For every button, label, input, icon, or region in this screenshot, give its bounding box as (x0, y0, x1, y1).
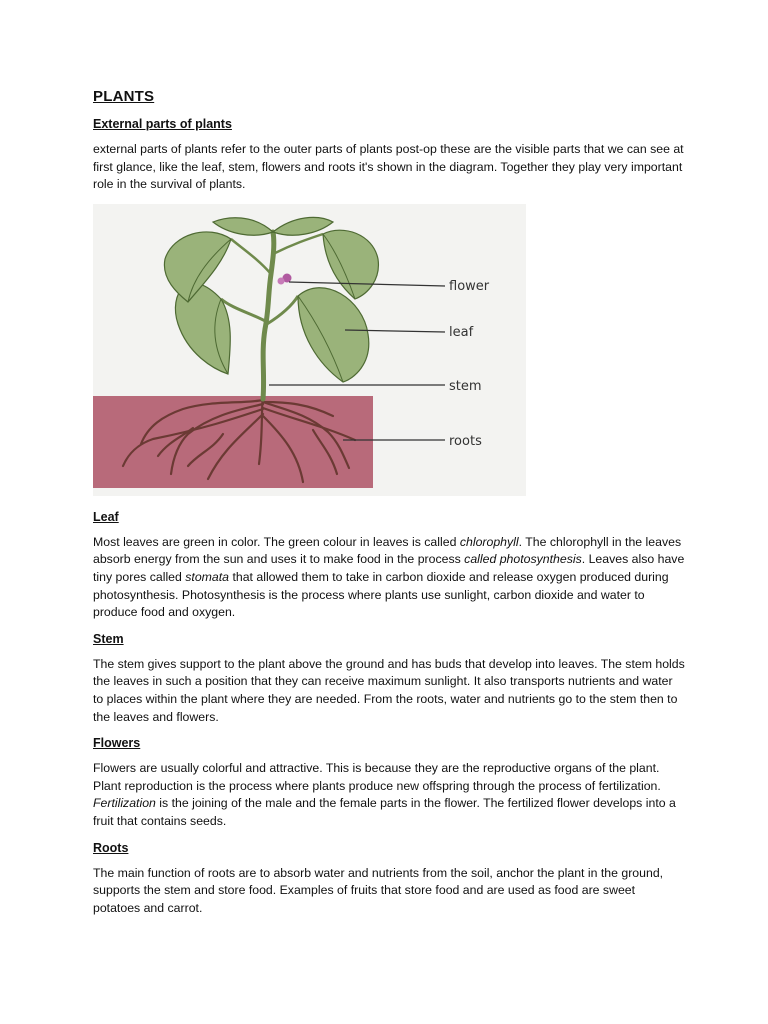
leaf-text-4: that allowed them to take in carbon dioxide and release oxygen produced during photosynthesis. Photosynthesis is the process where plants use sunlight, carbon dioxide and water to produce food and oxygen. (93, 569, 669, 620)
flowers-paragraph (93, 760, 685, 830)
photosynthesis-term: called photosynthesis (464, 552, 582, 567)
leaf-text-3: . Leaves also have tiny pores called (93, 552, 685, 584)
document-page (93, 88, 685, 927)
fertilization-term: Fertilization (93, 796, 156, 811)
stem-paragraph: The stem gives support to the plant above the ground and has buds that develop into leaves. The stem holds the leaves in such a position that they can receive maximum sunlight. It also transports nutrients and water to places within the plant where they are needed. From the roots, water and nutrients go to the stem then to the leaves and flowers. (93, 656, 685, 724)
stem-label: stem (449, 378, 482, 394)
section-heading-external-parts: External parts of plants (93, 117, 232, 131)
external-parts-paragraph: external parts of plants refer to the outer parts of plants post-op these are the visible parts that we can see at first glance, like the leaf, stem, flowers and roots it's shown in the diagram. Together they play very important role in the survival of plants. (93, 142, 684, 192)
stomata-term: stomata (185, 569, 230, 584)
plant-diagram-svg (93, 204, 526, 496)
section-heading-flowers: Flowers (93, 736, 141, 751)
leaf-text-1: Most leaves are green in color. The green colour in leaves is called (93, 534, 460, 549)
plant-diagram (93, 204, 526, 496)
leaf-paragraph (93, 534, 685, 622)
roots-paragraph: The main function of roots are to absorb water and nutrients from the soil, anchor the plant in the ground, supports the stem and store food. Examples of fruits that store food and are used as food are sweet potatoes and carrot. (93, 865, 664, 915)
flowers-text-1: Flowers are usually colorful and attractive. This is because they are the reproductive organs of the plant. Plant reproduction is the process where plants produce new offspring through the process of fertilization. (93, 761, 661, 793)
flowers-text-2: is the joining of the male and the female parts in the flower. The fertilized flower develops into a fruit that contains seeds. (93, 796, 676, 828)
page-title: PLANTS (93, 88, 155, 105)
flower-bud (278, 277, 285, 284)
section-heading-roots: Roots (93, 840, 129, 855)
roots-label: roots (449, 433, 482, 449)
section-heading-stem: Stem (93, 631, 124, 646)
chlorophyll-term: chlorophyll (459, 534, 519, 549)
section-heading-leaf: Leaf (93, 509, 119, 524)
leaf-text-2: . The chlorophyll in the leaves absorb energy from the sun and uses it to make food in the process (93, 534, 682, 567)
flower-label: flower (449, 278, 490, 294)
leaf-label: leaf (449, 324, 474, 340)
